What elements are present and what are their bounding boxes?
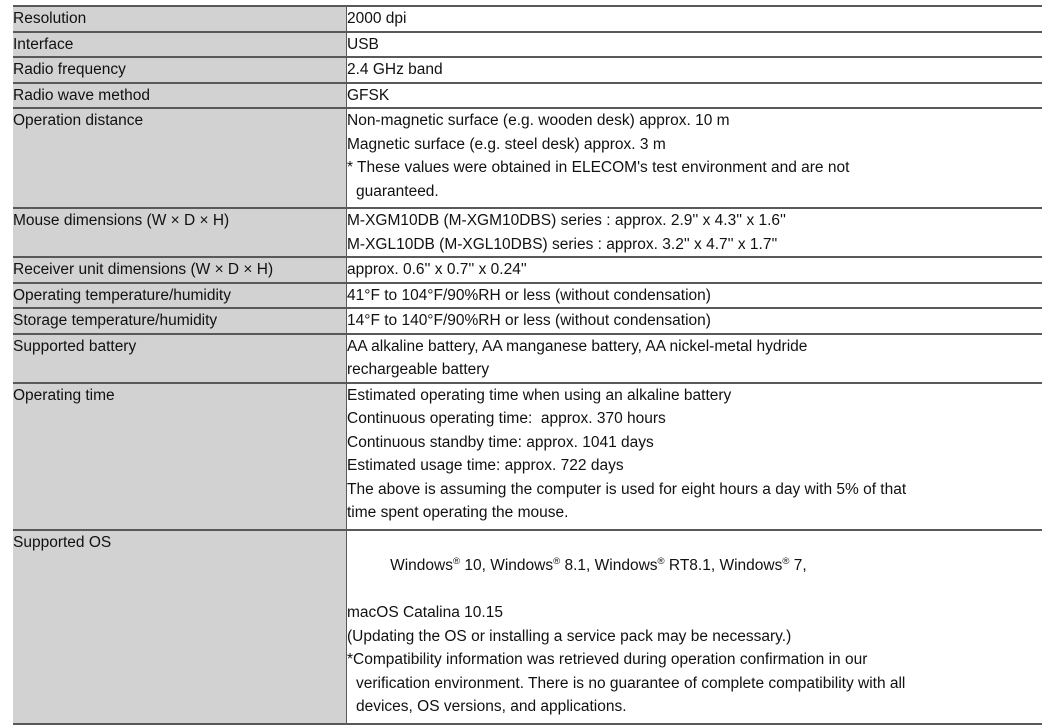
spec-label-supported-os: Supported OS [13,530,347,724]
spec-value-operation-distance [347,108,1043,208]
value-line: Magnetic surface (e.g. steel desk) approx. 3 m [347,135,666,153]
spec-value-operating-time [347,383,1043,530]
table-row [13,108,1042,208]
windows-81-text: 10, Windows [460,557,554,574]
value-line: M-XGM10DB (M-XGM10DBS) series : approx. 2.9'' x 4.3'' x 1.6'' [347,212,786,229]
table-row [13,57,1042,83]
value-line: Estimated usage time: approx. 722 days [347,457,624,474]
value-line: rechargeable battery [347,361,490,378]
value-line: Non-magnetic surface (e.g. wooden desk) approx. 10 m [347,112,730,129]
registered-mark: ® [782,555,790,567]
value-line: (Updating the OS or installing a service pack may be necessary.) [347,627,792,645]
value-line: * These values were obtained in ELECOM's test environment and are not [347,159,850,176]
value-line-windows [347,531,1042,602]
table-row [13,334,1042,383]
spec-label-resolution: Resolution [13,6,347,32]
table-row [13,6,1042,32]
spec-label-radio-wave-method: Radio wave method [13,83,347,109]
spec-value-resolution [347,6,1043,32]
value-line: The above is assuming the computer is used for eight hours a day with 5% of that [347,480,907,498]
spec-value-radio-frequency [347,57,1043,83]
specifications-table [13,5,1042,725]
table-row [13,308,1042,334]
value-line: AA alkaline battery, AA manganese battery, AA nickel-metal hydride [347,337,808,355]
spec-label-storage-temperature: Storage temperature/humidity [13,308,347,334]
spec-label-mouse-dimensions: Mouse dimensions (W × D × H) [13,208,347,257]
table-row [13,208,1042,257]
spec-value-receiver-dimensions [347,257,1043,283]
value-line: macOS Catalina 10.15 [347,604,503,621]
spec-label-receiver-dimensions: Receiver unit dimensions (W × D × H) [13,257,347,283]
table-row [13,383,1042,530]
value-line: devices, OS versions, and applications. [356,698,627,715]
value-line: 2.4 GHz band [347,61,443,78]
value-line: USB [347,35,379,53]
registered-mark: ® [657,555,665,567]
spec-label-radio-frequency: Radio frequency [13,57,347,83]
value-line: M-XGL10DB (M-XGL10DBS) series : approx. 3.2'' x 4.7'' x 1.7'' [347,235,778,253]
value-line: 2000 dpi [347,10,407,27]
registered-mark: ® [553,555,561,567]
windows-trailing-text: 7, [789,557,807,574]
spec-value-interface [347,32,1043,58]
value-line: Continuous operating time: approx. 370 hours [347,410,666,427]
spec-value-storage-temperature [347,308,1043,334]
spec-label-interface: Interface [13,32,347,58]
spec-value-operating-temperature [347,283,1043,309]
registered-mark: ® [452,555,461,567]
value-line: GFSK [347,86,390,104]
table-row [13,257,1042,283]
value-line: guaranteed. [356,182,439,200]
specifications-table-body [13,6,1042,724]
table-row [13,83,1042,109]
windows-10-text: Windows [390,557,453,574]
value-line: Continuous standby time: approx. 1041 days [347,433,654,451]
spec-value-supported-os [347,530,1043,724]
value-line: 14°F to 140°F/90%RH or less (without condensation) [347,312,711,329]
table-row [13,530,1042,724]
spec-label-operation-distance: Operation distance [13,108,347,208]
spec-value-radio-wave-method [347,83,1043,109]
spec-value-mouse-dimensions [347,208,1043,257]
table-row [13,32,1042,58]
windows-7-text: RT8.1, Windows [664,557,783,574]
spec-label-supported-battery: Supported battery [13,334,347,383]
spec-label-operating-time: Operating time [13,383,347,530]
value-line: verification environment. There is no guarantee of complete compatibility with all [356,674,906,692]
windows-rt81-text: 8.1, Windows [560,557,658,574]
table-row [13,283,1042,309]
value-line: approx. 0.6'' x 0.7'' x 0.24'' [347,261,527,278]
spec-label-operating-temperature: Operating temperature/humidity [13,283,347,309]
value-line: Estimated operating time when using an alkaline battery [347,386,732,404]
spec-value-supported-battery [347,334,1043,383]
value-line: *Compatibility information was retrieved during operation confirmation in our [347,651,868,668]
value-line: 41°F to 104°F/90%RH or less (without condensation) [347,286,711,304]
value-line: time spent operating the mouse. [347,504,569,521]
